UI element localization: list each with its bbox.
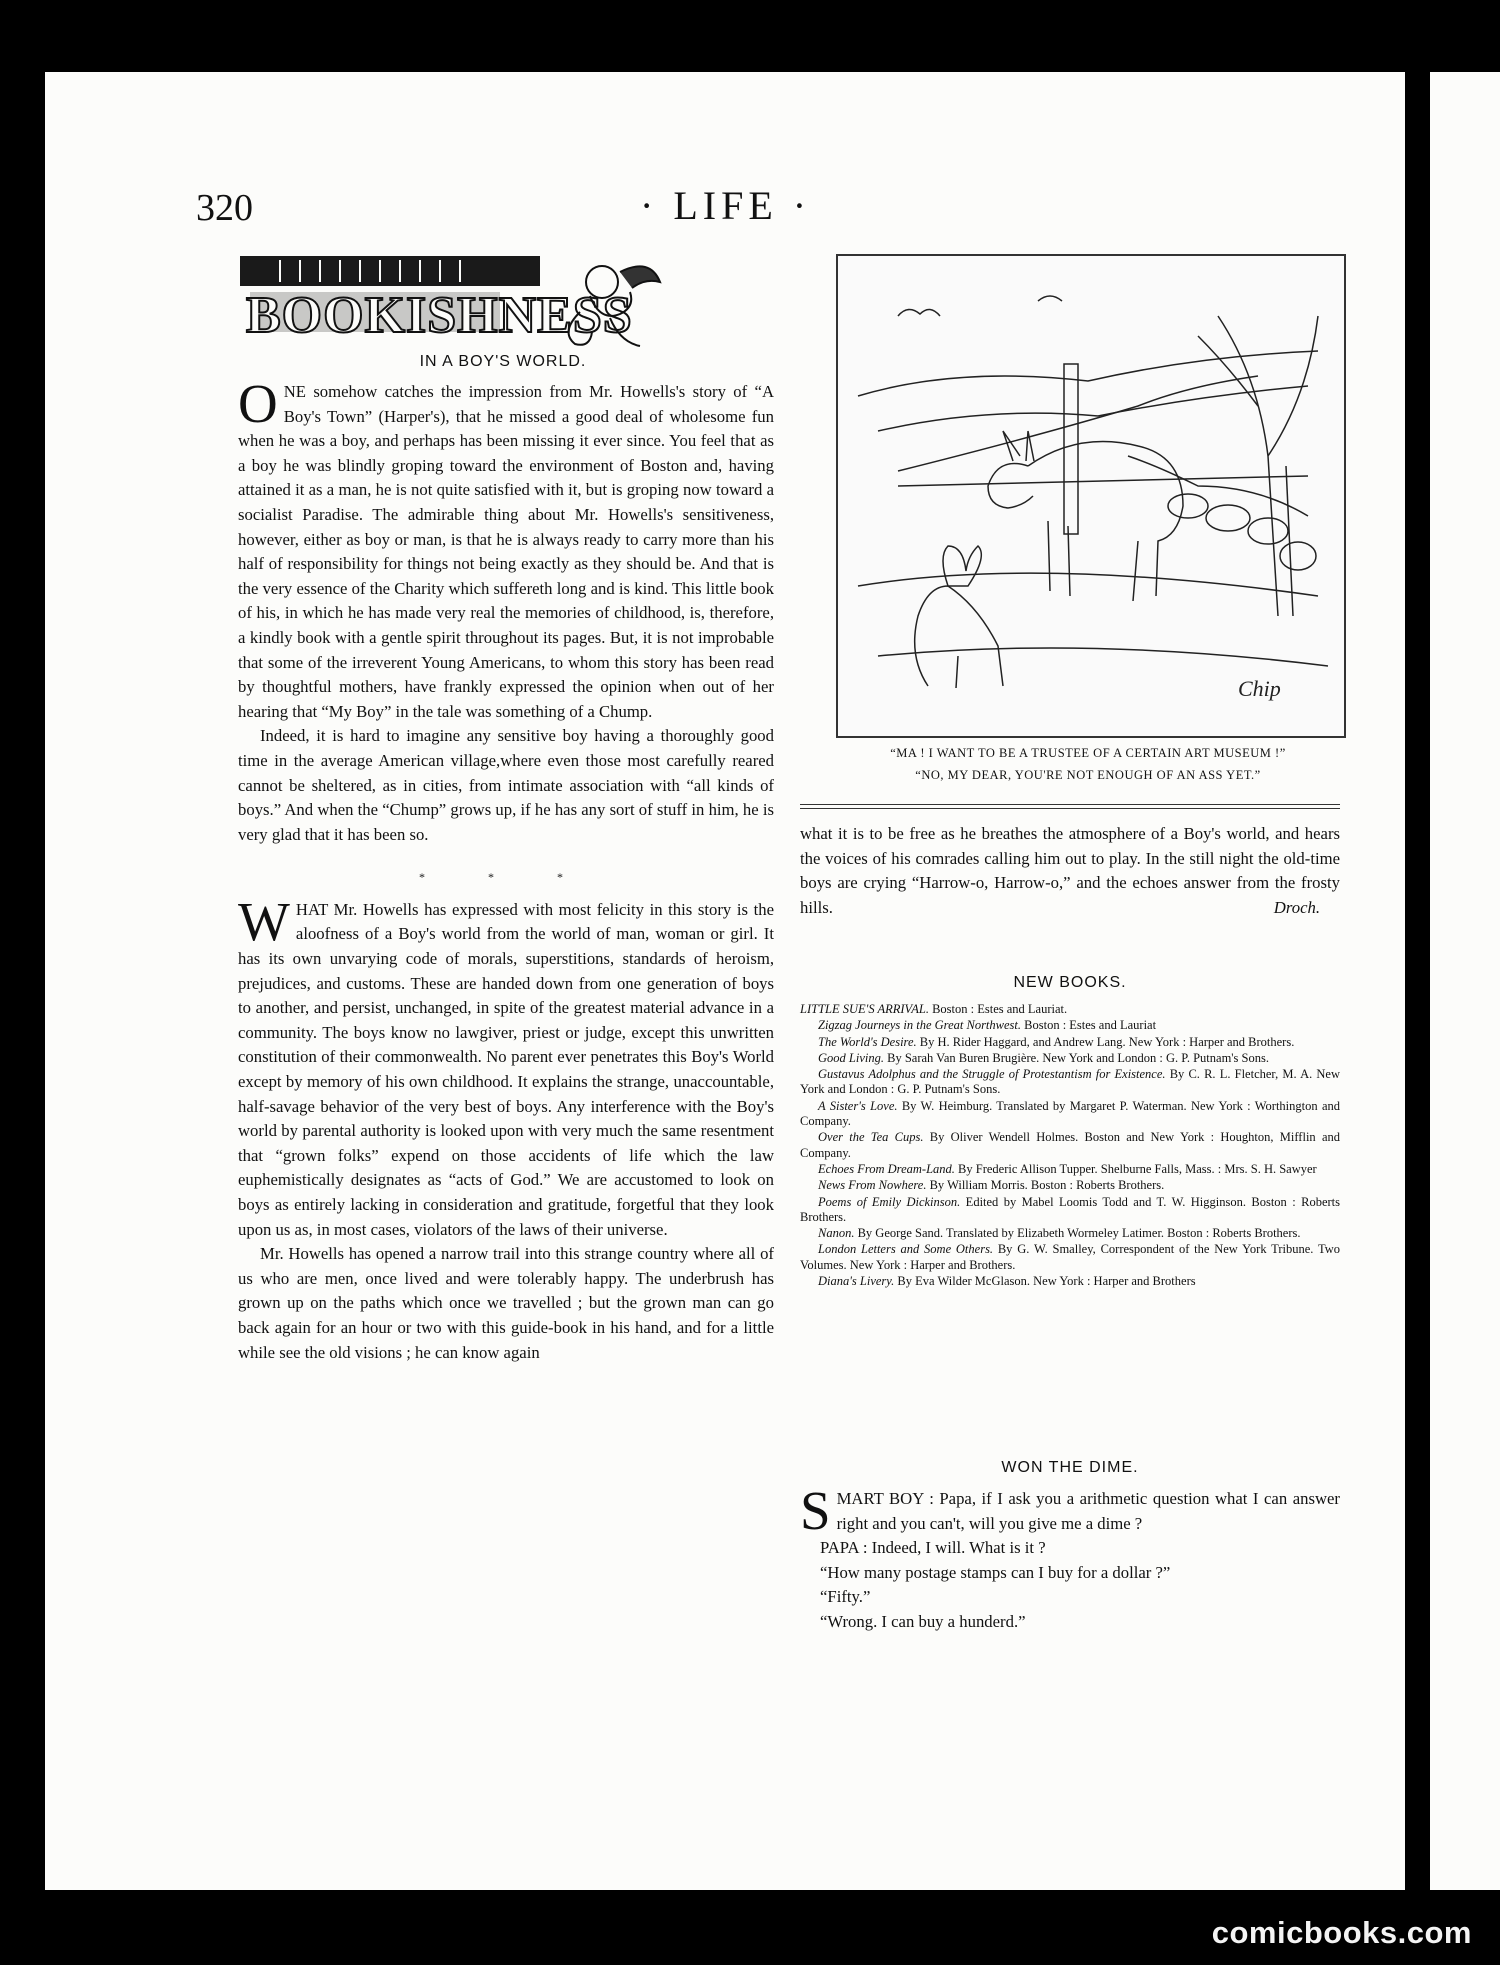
article-heading: IN A BOY'S WORLD. bbox=[419, 353, 587, 370]
right-column-continuation bbox=[800, 822, 1340, 920]
dialogue-line: “Wrong. I can buy a hunderd.” bbox=[820, 1611, 1026, 1631]
book-entry: The World's Desire. By H. Rider Haggard, and Andrew Lang. New York : Harper and Brothers. bbox=[818, 1034, 1295, 1049]
book-entry: Echoes From Dream-Land. By Frederic Allison Tupper. Shelburne Falls, Mass. : Mrs. S. H. Sawyer bbox=[818, 1161, 1317, 1176]
section-divider-stars: * * * bbox=[419, 870, 593, 885]
won-the-dime-dialogue bbox=[800, 1480, 1340, 1635]
article-paragraph-2: Indeed, it is hard to imagine any sensitive boy having a thoroughly good time in the average American village,where even those most carefully reared cannot be sheltered, as in cities, from intimate association with “all kinds of boys.” And when the “Chump” grows up, if he has any sort of stuff in him, he is very glad that it has been so. bbox=[238, 726, 774, 844]
caption-rule bbox=[800, 804, 1340, 805]
book-entry: London Letters and Some Others. By G. W. Smalley, Correspondent of the New York Tribune. Two Volumes. New York : Harper and Brothers. bbox=[800, 1242, 1340, 1272]
book-entry: A Sister's Love. By W. Heimburg. Translated by Margaret P. Waterman. New York : Worthington and Company. bbox=[800, 1098, 1341, 1129]
book-entry: Gustavus Adolphus and the Struggle of Protestantism for Existence. By C. R. L. Fletcher, M. A. New York and London : G. P. Putnam's Sons. bbox=[800, 1067, 1340, 1097]
new-books-heading: NEW BOOKS. bbox=[1013, 974, 1127, 991]
bookishness-banner bbox=[240, 252, 670, 352]
article-paragraph-5: what it is to be free as he breathes the atmosphere of a Boy's world, and hears the voices of his comrades calling him out to play. In the still night the old-time boys are crying “Harrow-o, Harrow-o,” and the echoes answer from the frosty hills. Droch. bbox=[800, 822, 1340, 920]
dialogue-line: “How many postage stamps can I buy for a dollar ?” bbox=[820, 1562, 1171, 1582]
site-watermark: comicbooks.com bbox=[1211, 1915, 1472, 1950]
left-column bbox=[238, 373, 774, 1365]
artist-signature: Chip bbox=[1238, 676, 1281, 701]
book-entry: Diana's Livery. By Eva Wilder McGlason. New York : Harper and Brothers bbox=[818, 1274, 1196, 1289]
book-entry: Good Living. By Sarah Van Buren Brugière. New York and London : G. P. Putnam's Sons. bbox=[818, 1050, 1269, 1065]
new-books-list bbox=[800, 1002, 1340, 1290]
drop-cap: W bbox=[238, 890, 290, 952]
caption-rule bbox=[800, 808, 1340, 809]
dialogue-line: SMART BOY : Papa, if I ask you a arithmetic question what I can answer right and you can't, will you give me a dime ? bbox=[800, 1480, 1340, 1541]
cartoon-illustration bbox=[836, 254, 1346, 738]
book-entry: Poems of Emily Dickinson. Edited by Mabel Loomis Todd and T. W. Higginson. Boston : Roberts Brothers. bbox=[800, 1194, 1340, 1224]
article-paragraph-4: Mr. Howells has opened a narrow trail into this strange country where all of us who are men, once lived and were tolerably happy. The underbrush has grown up on the paths which once we travelled ; but the grown man can go back again for an hour or two with this guide-book in his hand, and for a little while see the old visions ; he can know again bbox=[238, 1244, 774, 1362]
book-entry: Nanon. By George Sand. Translated by Elizabeth Wormeley Latimer. Boston : Roberts Brothers. bbox=[818, 1226, 1301, 1241]
article-paragraph-3: WHAT Mr. Howells has expressed with most felicity in this story is the aloofness of a Boy's world from the world of man, woman or girl. It has its own unvarying code of morals, superstitions, standards of heroism, prejudices, and customs. These are handed down from one generation of boys to another, and persist, unchanged, in spite of the greatest material advance in a community. The boys know no lawgiver, priest or judge, except this unwritten constitution of their commonwealth. No parent ever penetrates this Boy's World except by memory of his own childhood. It explains the strange, unaccountable, half-savage behavior of the very best of boys. Any interference with the Boy's world by parental authority is looked upon with very much the same resentment that “grown folks” expend on those accidents of life which the law euphemistically designates as “acts of God.” We are accustomed to look on boys as entirely lacking in consideration and gratitude, forgetful that they look upon us as, in most cases, violators of the laws of their universe. bbox=[238, 890, 774, 1239]
drop-cap: S bbox=[800, 1480, 831, 1541]
dialogue-line: PAPA : Indeed, I will. What is it ? bbox=[820, 1538, 1046, 1558]
book-entry: Over the Tea Cups. By Oliver Wendell Holmes. Boston and New York : Houghton, Mifflin and Company. bbox=[800, 1130, 1340, 1160]
author-signature: Droch. bbox=[1273, 897, 1320, 917]
caption-line-2: “NO, MY DEAR, YOU'RE NOT ENOUGH OF AN ASS YET.” bbox=[915, 768, 1261, 782]
banner-title: BOOKISHNESS bbox=[246, 287, 633, 344]
page-number: 320 bbox=[196, 187, 253, 229]
book-entry: Zigzag Journeys in the Great Northwest. Boston : Estes and Lauriat bbox=[818, 1018, 1157, 1033]
caption-line-1: “MA ! I WANT TO BE A TRUSTEE OF A CERTAIN ART MUSEUM !” bbox=[890, 746, 1286, 760]
adjacent-page-edge bbox=[1430, 72, 1500, 1890]
dialogue-line: “Fifty.” bbox=[820, 1587, 871, 1607]
masthead-title: · LIFE · bbox=[640, 183, 812, 228]
drop-cap: O bbox=[238, 373, 278, 434]
book-entry: LITTLE SUE'S ARRIVAL. Boston : Estes and Lauriat. bbox=[800, 1002, 1068, 1016]
won-the-dime-heading: WON THE DIME. bbox=[1001, 1459, 1139, 1476]
article-paragraph-1: ONE somehow catches the impression from Mr. Howells's story of “A Boy's Town” (Harper's), that he missed a good deal of wholesome fun when he was a boy, and perhaps has been missing it ever since. You feel that as a boy he was blindly groping toward the environment of Boston and, having attained it as a man, he is not quite satisfied with it, but is groping now toward a socialist Paradise. The admirable thing about Mr. Howells's sensitiveness, however, either as boy or man, is that he is always ready to carry more than his half of responsibility for things not being exactly as they should be. And that is the very essence of the Charity which suffereth long and is kind. This little book of his, in which he has made very real the memories of childhood, is, therefore, a kindly book with a gentle spirit throughout its pages. But, it is not improbable that some of the irreverent Young Americans, to whom this story has been read by thoughtful mothers, have frankly expressed the opinion when out of her hearing that “My Boy” in the tale was something of a Chump. bbox=[238, 373, 774, 721]
book-entry: News From Nowhere. By William Morris. Boston : Roberts Brothers. bbox=[818, 1178, 1165, 1193]
illustration-caption bbox=[808, 742, 1368, 786]
